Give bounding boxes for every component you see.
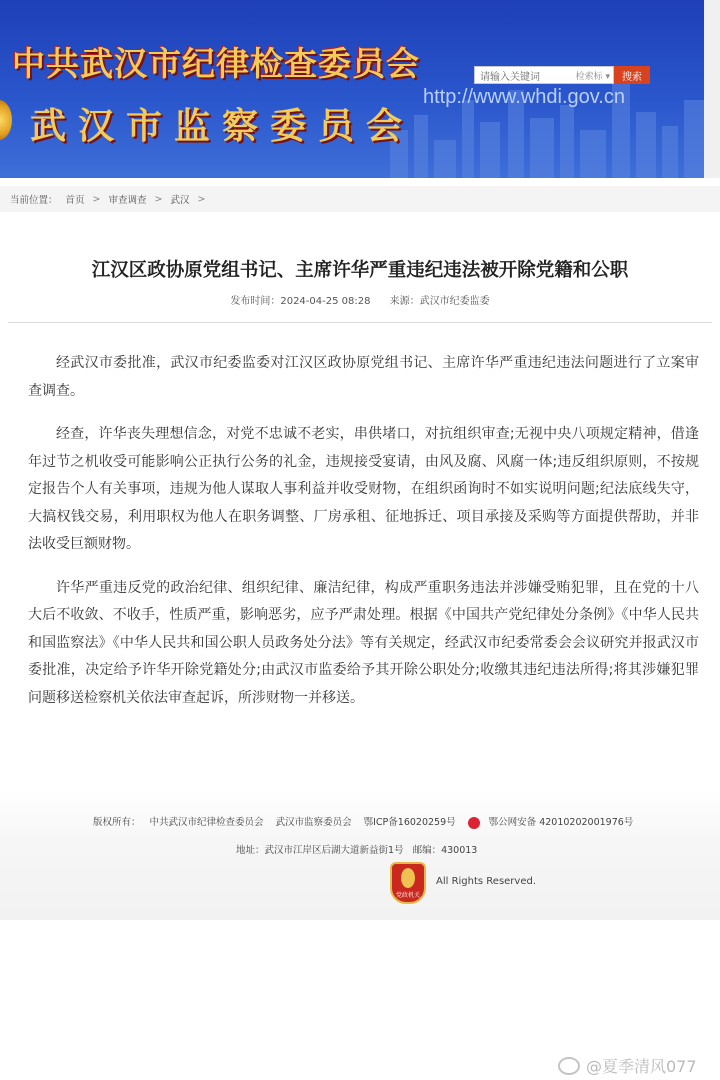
search-input[interactable] — [474, 66, 614, 84]
footer-org-commission: 中共武汉市纪律检查委员会 — [149, 817, 264, 828]
article-source: 来源：武汉市纪委监委 — [389, 296, 490, 307]
breadcrumb — [0, 186, 720, 212]
article-paragraph: 经武汉市委批准，武汉市纪委监委对江汉区政协原党组书记、主席许华严重违纪违法问题进行了立案审查调查。 — [28, 355, 699, 399]
footer-org-supervision: 武汉市监察委员会 — [275, 817, 352, 828]
weibo-watermark — [558, 1054, 697, 1077]
all-rights-reserved: All Rights Reserved. — [436, 876, 537, 887]
badge-label: 党政机关 — [395, 892, 420, 899]
banner-title-commission: 中共武汉市纪律检查委员会 — [12, 44, 420, 83]
title-divider — [8, 322, 712, 323]
breadcrumb-home[interactable]: 首页 — [65, 195, 85, 206]
footer-postcode: 邮编：430013 — [412, 845, 478, 856]
search-button[interactable]: 搜索 — [614, 66, 650, 84]
breadcrumb-investigation[interactable]: 审查调查 — [108, 195, 147, 206]
breadcrumb-wuhan[interactable]: 武汉 — [170, 195, 190, 206]
article-paragraph: 许华严重违反党的政治纪律、组织纪律、廉洁纪律，构成严重职务违法并涉嫌受贿犯罪，且在党的十八大后不收敛、不收手，性质严重，影响恶劣，应予严肃处理。根据《中国共产党纪律处分条例》《中华人民共和国监察法》《中华人民共和国公职人员政务处分法》等有关规定，经武汉市纪委常委会会议研究并报武汉市委批准，决定给予许华开除党籍处分;由武汉市监委给予其开除公职处分;收缴其违纪违法所得;将其涉嫌犯罪问题移送检察机关依法审查起诉，所涉财物一并移送。 — [28, 579, 699, 706]
article-meta — [0, 292, 720, 307]
banner-title-supervision: 武汉市监察委员会 — [30, 105, 415, 147]
party-emblem-icon — [0, 100, 12, 140]
breadcrumb-prefix: 当前位置： — [10, 195, 58, 206]
article-title: 江汉区政协原党组书记、主席许华严重违纪违法被开除党籍和公职 — [91, 260, 629, 281]
site-footer — [0, 790, 720, 920]
watermark-text: @夏季清风077 — [586, 1057, 697, 1076]
badge-emblem-icon — [401, 868, 415, 888]
footer-copyright-line — [93, 814, 642, 829]
copyright-label: 版权所有： — [93, 817, 141, 828]
breadcrumb-separator: > — [197, 193, 206, 205]
article-body — [28, 350, 699, 728]
site-url: http://www.whdi.gov.cn — [423, 86, 625, 108]
icp-link[interactable]: 鄂ICP备16020259号 — [363, 817, 456, 828]
footer-address-line — [236, 842, 483, 856]
footer-address: 地址：武汉市江岸区后湖大道新益街1号 — [236, 845, 404, 856]
weibo-logo-icon — [558, 1057, 580, 1075]
publish-time: 发布时间：2024-04-25 08:28 — [230, 296, 371, 307]
search-placeholder: 请输入关键词 — [480, 71, 540, 83]
search-scope-select[interactable]: 检索标 ▾ — [575, 71, 610, 82]
breadcrumb-separator: > — [92, 193, 101, 205]
site-banner — [0, 0, 704, 178]
breadcrumb-separator: > — [154, 193, 163, 205]
page-side-gap — [704, 0, 720, 178]
government-site-badge-icon[interactable] — [390, 862, 426, 904]
police-record-link[interactable]: 鄂公网安备 42010202001976号 — [488, 817, 634, 828]
article-paragraph: 经查，许华丧失理想信念，对党不忠诚不老实，串供堵口，对抗组织审查;无视中央八项规定精神，借逢年过节之机收受可能影响公正执行公务的礼金，违规接受宴请，由风及腐、风腐一体;违反组织原则，不按规定报告个人有关事项，违规为他人谋取人事利益并收受财物，在组织函询时不如实说明问题;纪法底线失守，大搞权钱交易，利用职权为他人在职务调整、厂房承租、征地拆迁、项目承接及采购等方面提供帮助，并非法收受巨额财物。 — [28, 426, 699, 552]
police-badge-icon — [468, 817, 480, 829]
search-bar — [474, 66, 650, 84]
